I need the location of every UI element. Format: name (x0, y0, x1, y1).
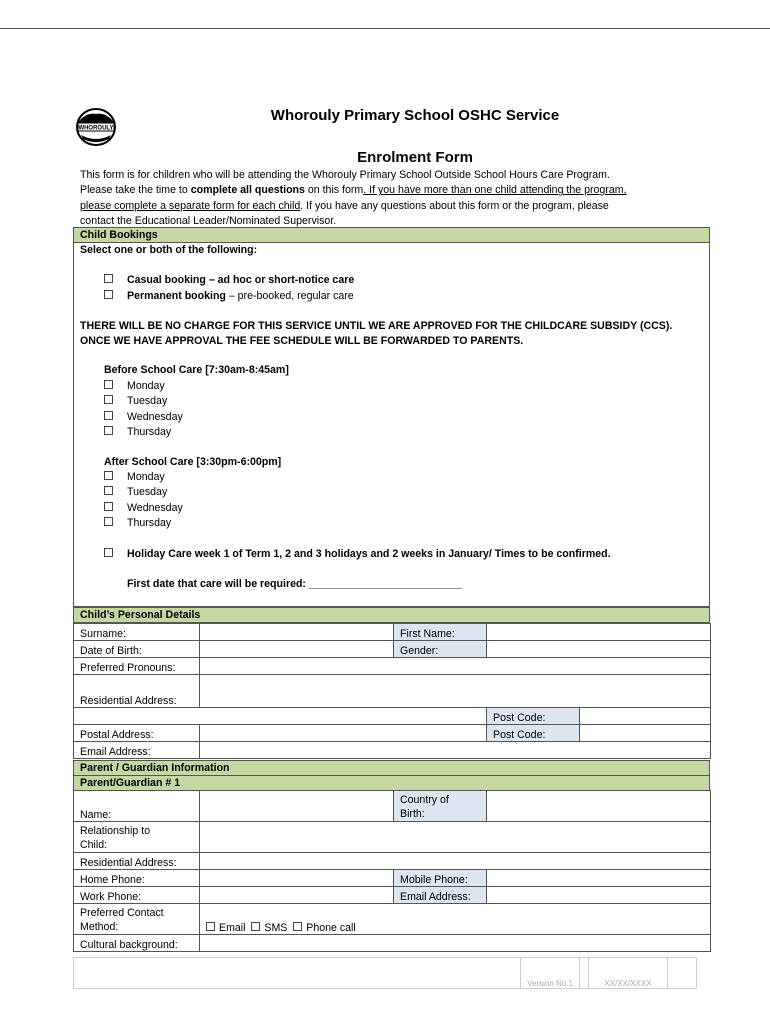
parent-1-subheader: Parent/Guardian # 1 (73, 775, 710, 791)
relationship-label: Relationship to Child: (74, 822, 200, 853)
contact-method-label: Preferred Contact Method: (74, 904, 200, 935)
page-top-rule (0, 28, 770, 29)
checkbox[interactable] (104, 486, 113, 495)
sms-checkbox[interactable] (251, 922, 260, 931)
first-date-field[interactable]: First date that care will be required: __________________________ (127, 578, 463, 590)
parent-email-input[interactable] (487, 887, 711, 904)
school-title: Whorouly Primary School OSHC Service (270, 107, 560, 124)
postal-post-code-input[interactable] (580, 725, 711, 742)
before-tuesday-option[interactable]: Tuesday (104, 395, 167, 407)
parent-name-label: Name: (74, 791, 200, 822)
surname-label: Surname: (74, 624, 200, 641)
pronouns-label: Preferred Pronouns: (74, 658, 200, 675)
dob-input[interactable] (200, 641, 394, 658)
dob-label: Date of Birth: (74, 641, 200, 658)
email-checkbox[interactable] (206, 922, 215, 931)
country-of-birth-input[interactable] (487, 791, 711, 822)
home-phone-label: Home Phone: (74, 870, 200, 887)
checkbox[interactable] (104, 380, 113, 389)
child-email-label: Email Address: (74, 742, 200, 759)
residential-post-code-label: Post Code: (487, 708, 580, 725)
checkbox[interactable] (104, 426, 113, 435)
surname-input[interactable] (200, 624, 394, 641)
contact-method-options: Email SMS Phone call (200, 904, 711, 935)
parent-info-header: Parent / Guardian Information (73, 760, 710, 776)
personal-details-header: Child’s Personal Details (73, 607, 710, 623)
checkbox[interactable] (104, 411, 113, 420)
parent-residential-label: Residential Address: (74, 853, 200, 870)
pronouns-input[interactable] (200, 658, 711, 675)
checkbox[interactable] (104, 548, 113, 557)
permanent-booking-option[interactable]: Permanent booking – pre-booked, regular care (104, 290, 354, 302)
residential-address-input[interactable] (200, 675, 711, 708)
before-school-title: Before School Care [7:30am-8:45am] (104, 364, 289, 376)
mobile-phone-input[interactable] (487, 870, 711, 887)
checkbox[interactable] (104, 471, 113, 480)
relationship-input[interactable] (200, 822, 711, 853)
after-tuesday-option[interactable]: Tuesday (104, 486, 167, 498)
gender-input[interactable] (487, 641, 711, 658)
child-bookings-header: Child Bookings (73, 227, 710, 243)
before-monday-option[interactable]: Monday (104, 380, 165, 392)
checkbox[interactable] (104, 290, 113, 299)
country-of-birth-label: Country of Birth: (394, 791, 487, 822)
parent-name-input[interactable] (200, 791, 394, 822)
checkbox[interactable] (104, 395, 113, 404)
after-school-title: After School Care [3:30pm-6:00pm] (104, 456, 282, 468)
checkbox[interactable] (104, 517, 113, 526)
page-footer (73, 957, 697, 989)
after-wednesday-option[interactable]: Wednesday (104, 502, 183, 514)
residential-post-code-input[interactable] (580, 708, 711, 725)
ccs-notice-line1: THERE WILL BE NO CHARGE FOR THIS SERVICE UNTIL WE ARE APPROVED FOR THE CHILDCARE SUBSIDY (CCS). (80, 320, 673, 332)
intro-paragraph: This form is for children who will be attending the Whorouly Primary School Outside School Hours Care Program. Please take the time to complete all questions on this form. If you have more than one child attending the program, please complete a separate form for each child. If you have any questions about this form or the program, please contact the Educational Leader/Nominated Supervisor. (80, 169, 627, 227)
mobile-phone-label: Mobile Phone: (394, 870, 487, 887)
before-wednesday-option[interactable]: Wednesday (104, 411, 183, 423)
select-instruction: Select one or both of the following: (80, 244, 258, 256)
residential-address-line2[interactable] (74, 708, 487, 725)
gender-label: Gender: (394, 641, 487, 658)
postal-post-code-label: Post Code: (487, 725, 580, 742)
personal-details-table (73, 623, 711, 759)
after-thursday-option[interactable]: Thursday (104, 517, 171, 529)
before-thursday-option[interactable]: Thursday (104, 426, 171, 438)
child-email-input[interactable] (200, 742, 711, 759)
cultural-background-input[interactable] (200, 935, 711, 952)
svg-text:WHOROULY: WHOROULY (78, 125, 114, 132)
after-monday-option[interactable]: Monday (104, 471, 165, 483)
version-label: Version No.1 (520, 958, 580, 988)
casual-booking-option[interactable]: Casual booking – ad hoc or short-notice care (104, 274, 354, 286)
parent-residential-input[interactable] (200, 853, 711, 870)
home-phone-input[interactable] (200, 870, 394, 887)
postal-address-label: Postal Address: (74, 725, 200, 742)
first-name-input[interactable] (487, 624, 711, 641)
checkbox[interactable] (104, 502, 113, 511)
residential-address-label: Residential Address: (74, 675, 200, 708)
work-phone-label: Work Phone: (74, 887, 200, 904)
parent-email-label: Email Address: (394, 887, 487, 904)
first-name-label: First Name: (394, 624, 487, 641)
parent-details-table (73, 790, 711, 952)
checkbox[interactable] (104, 274, 113, 283)
phone-call-checkbox[interactable] (293, 922, 302, 931)
form-title: Enrolment Form (357, 149, 473, 166)
postal-address-input[interactable] (200, 725, 487, 742)
holiday-care-option[interactable]: Holiday Care week 1 of Term 1, 2 and 3 holidays and 2 weeks in January/ Times to be confirmed. (104, 548, 611, 560)
version-date: XX/XX/XXXX (588, 958, 668, 988)
cultural-background-label: Cultural background: (74, 935, 200, 952)
work-phone-input[interactable] (200, 887, 394, 904)
ccs-notice-line2: ONCE WE HAVE APPROVAL THE FEE SCHEDULE WILL BE FORWARDED TO PARENTS. (80, 335, 524, 347)
